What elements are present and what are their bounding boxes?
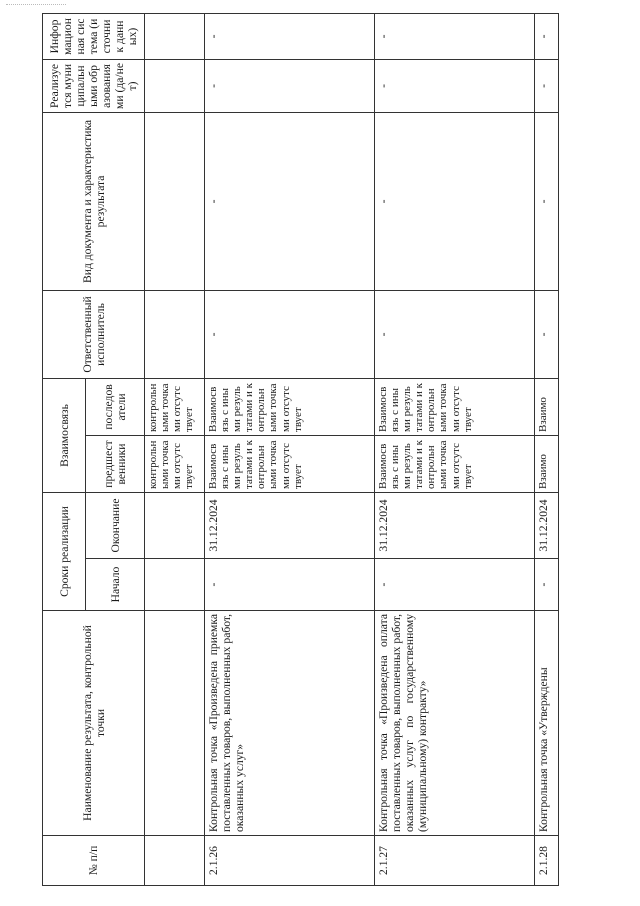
table-row	[205, 13, 375, 885]
header-successors: последователи	[86, 378, 145, 435]
row-municipal: -	[375, 59, 535, 112]
rotated-document-page	[42, 14, 596, 886]
header-start: Начало	[86, 559, 145, 611]
row-system: -	[535, 13, 559, 59]
row-successors: контрольными точками отсутствует	[145, 378, 205, 435]
row-successors: Взаимо	[535, 378, 559, 435]
row-successors: Взаимосвязь с иными результатами и контрольными точками отсутствует	[205, 378, 375, 435]
row-predecessors: контрольными точками отсутствует	[145, 435, 205, 492]
row-start: -	[375, 559, 535, 611]
header-num: № п/п	[43, 836, 145, 886]
header-terms: Сроки реализации	[43, 492, 86, 610]
row-start	[145, 559, 205, 611]
table-row	[375, 13, 535, 885]
row-system: -	[205, 13, 375, 59]
row-end: 31.12.2024	[375, 492, 535, 558]
header-relation: Взаимосвязь	[43, 378, 86, 492]
row-municipal: -	[205, 59, 375, 112]
row-name: Контрольная точка «Произведена приемка поставленных товаров, выполненных работ, оказанных услуг»	[205, 611, 375, 836]
row-municipal	[145, 59, 205, 112]
row-predecessors: Взаимо	[535, 435, 559, 492]
header-system: Информационная система (источник данных)	[43, 13, 145, 59]
table-row	[145, 13, 205, 885]
row-municipal: -	[535, 59, 559, 112]
row-name: Контрольная точка «Произведена оплата поставленных товаров, выполненных работ, оказанных услуг по государственному (муниципальному) контракту»	[375, 611, 535, 836]
row-num: 2.1.28	[535, 836, 559, 886]
row-num	[145, 836, 205, 886]
row-document: -	[205, 112, 375, 290]
row-document: -	[375, 112, 535, 290]
row-document	[145, 112, 205, 290]
row-predecessors: Взаимосвязь с иными результатами и контрольными точками отсутствует	[375, 435, 535, 492]
row-responsible: -	[205, 290, 375, 378]
header-responsible: Ответственный исполнитель	[43, 290, 145, 378]
row-system: -	[375, 13, 535, 59]
header-end: Окончание	[86, 492, 145, 558]
row-document: -	[535, 112, 559, 290]
row-name: Контрольная точка «Утверждены	[535, 611, 559, 836]
header-document: Вид документа и характеристика результата	[43, 112, 145, 290]
row-responsible	[145, 290, 205, 378]
header-municipal: Реализуется муниципальными образованиями (да/нет)	[43, 59, 145, 112]
row-end	[145, 492, 205, 558]
row-end: 31.12.2024	[205, 492, 375, 558]
row-num: 2.1.26	[205, 836, 375, 886]
row-predecessors: Взаимосвязь с иными результатами и контрольными точками отсутствует	[205, 435, 375, 492]
row-system	[145, 13, 205, 59]
header-name: Наименование результата, контрольной точки	[43, 611, 145, 836]
row-start: -	[205, 559, 375, 611]
row-start: -	[535, 559, 559, 611]
table-row	[535, 13, 559, 885]
control-points-table	[42, 13, 559, 886]
row-responsible: -	[375, 290, 535, 378]
header-predecessors: предшественники	[86, 435, 145, 492]
header-row-top	[43, 13, 86, 885]
scan-edge-mark	[6, 4, 66, 6]
row-num: 2.1.27	[375, 836, 535, 886]
row-successors: Взаимосвязь с иными результатами и контрольными точками отсутствует	[375, 378, 535, 435]
row-responsible: -	[535, 290, 559, 378]
row-end: 31.12.2024	[535, 492, 559, 558]
row-name	[145, 611, 205, 836]
